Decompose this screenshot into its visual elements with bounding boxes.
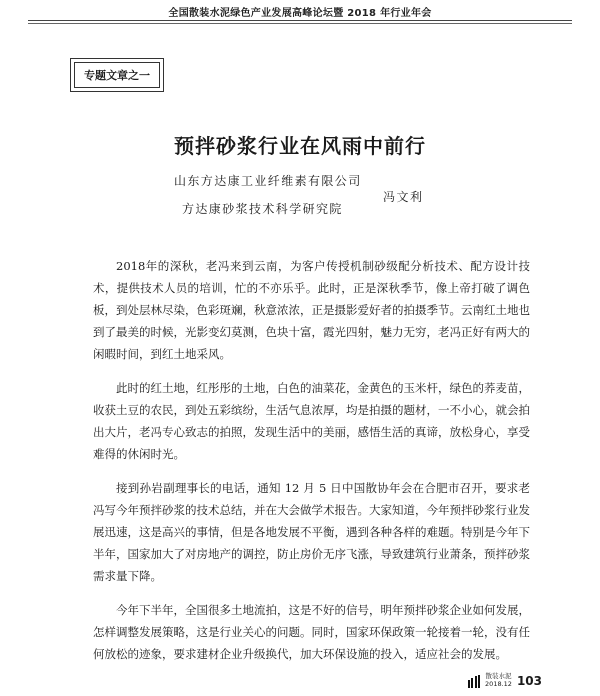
paragraph: 此时的红土地，红彤彤的土地，白色的油菜花，金黄色的玉米杆，绿色的荞麦苗，收获土豆的农民，到处五彩缤纷，生活气息浓厚，均是拍摄的题材，一不小心，就会拍出大片，老冯专心致志的拍照，发现生活中的美丽，感悟生活的真谛，放松身心，享受难得的休闲时光。: [93, 381, 530, 461]
paragraph: 接到孙岩副理事长的电话，通知 12 月 5 日中国散协年会在合肥市召开，要求老冯写今年预拌砂浆的技术总结，并在大会做学术报告。大家知道，今年预拌砂浆行业发展迅速，这是高兴的事情，但是各地发展不平衡，遇到各种各样的难题。特别是今年下半年，国家加大了对房地产的调控，防止房价无序飞涨，导致建筑行业萧条，预拌砂浆需求量下降。: [93, 481, 530, 583]
article-title: 预拌砂浆行业在风雨中前行: [174, 134, 426, 158]
running-header: 全国散装水泥绿色产业发展高峰论坛暨 2018 年行业年会: [168, 8, 432, 19]
affiliation-company: 山东方达康工业纤维素有限公司: [174, 174, 362, 188]
footer-bars-icon: [468, 675, 481, 688]
affiliation-institute: 方达康砂浆技术科学研究院: [182, 202, 343, 216]
section-label-box: [70, 58, 164, 92]
footer-journal-meta: [485, 672, 512, 688]
header-rule-thin: [28, 23, 572, 24]
page-footer: [468, 672, 542, 688]
author-name: 冯文利: [383, 190, 424, 204]
article-body: [93, 255, 530, 677]
paragraph: 今年下半年，全国很多土地流拍，这是不好的信号，明年预拌砂浆企业如何发展，怎样调整发展策略，这是行业关心的问题。同时，国家环保政策一轮接着一轮，没有任何放松的迹象，要求建材企业升级换代，加大环保设施的投入，适应社会的发展。: [93, 603, 530, 661]
page-number: 103: [516, 674, 542, 688]
footer-journal-name: 散装水泥: [485, 672, 512, 680]
footer-issue: 2018.12: [485, 680, 512, 688]
section-label: 专题文章之一: [74, 62, 160, 88]
header-rule: [28, 20, 572, 21]
paragraph: 2018年的深秋，老冯来到云南，为客户传授机制砂级配分析技术、配方设计技术，提供技术人员的培训，忙的不亦乐乎。此时，正是深秋季节，像上帝打破了调色板，到处层林尽染，色彩斑斓，秋意浓浓，正是摄影爱好者的拍摄季节。云南红土地也到了最美的时候，光影变幻莫测，色块十富，霞光四射，魅力无穷，老冯正好有两大的闲暇时间，到红土地采风。: [93, 259, 530, 361]
